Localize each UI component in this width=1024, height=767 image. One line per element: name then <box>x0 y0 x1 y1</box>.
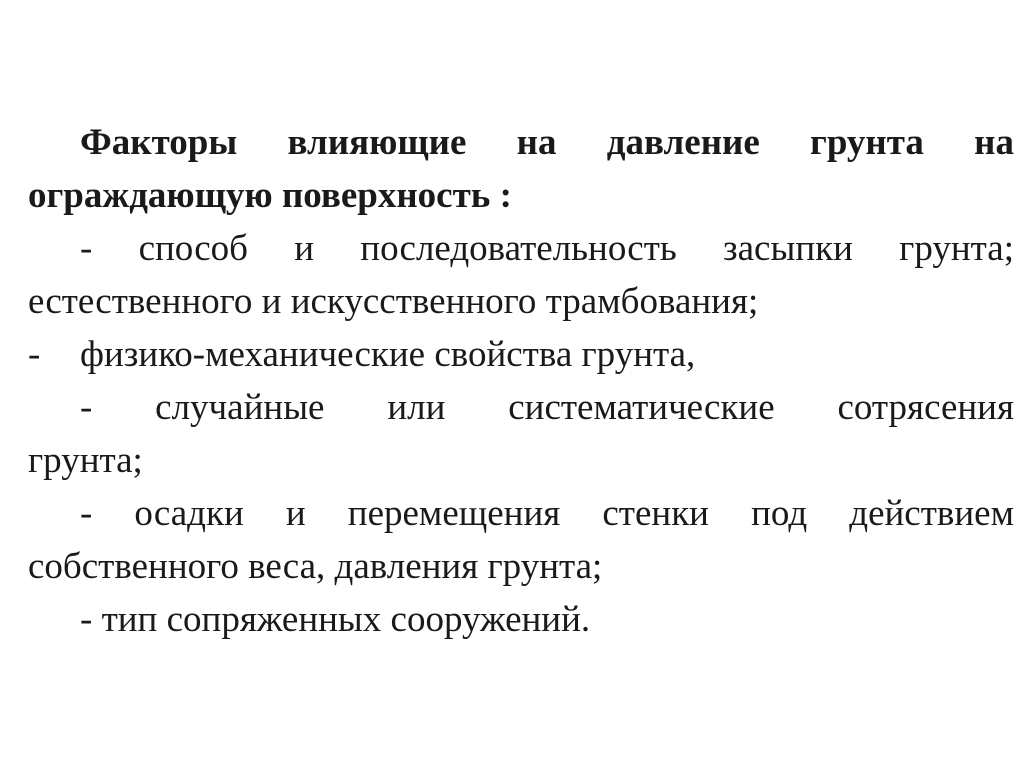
slide-content <box>28 116 1014 646</box>
list-item-5-line-1: - тип сопряженных сооружений. <box>80 599 591 640</box>
list-item-2 <box>28 328 1014 381</box>
list-item-3-line-2: грунта; <box>28 440 143 481</box>
list-item-4-line-1: - осадки и перемещения стенки под действием <box>80 493 1014 534</box>
list-item-2-text: физико-механические свойства грунта, <box>80 334 696 375</box>
list-item-4-line-2: собственного веса, давления грунта; <box>28 546 603 587</box>
heading-line-2: ограждающую поверхность : <box>28 175 512 216</box>
heading-line-1: Факторы влияющие на давление грунта на <box>80 122 1014 163</box>
list-item-1-line-1: - способ и последовательность засыпки грунта; <box>80 228 1014 269</box>
list-item-3-line-1: - случайные или систематические сотрясения <box>80 387 1014 428</box>
list-item-1-line-2: естественного и искусственного трамбования; <box>28 281 759 322</box>
list-dash: - <box>28 334 41 375</box>
